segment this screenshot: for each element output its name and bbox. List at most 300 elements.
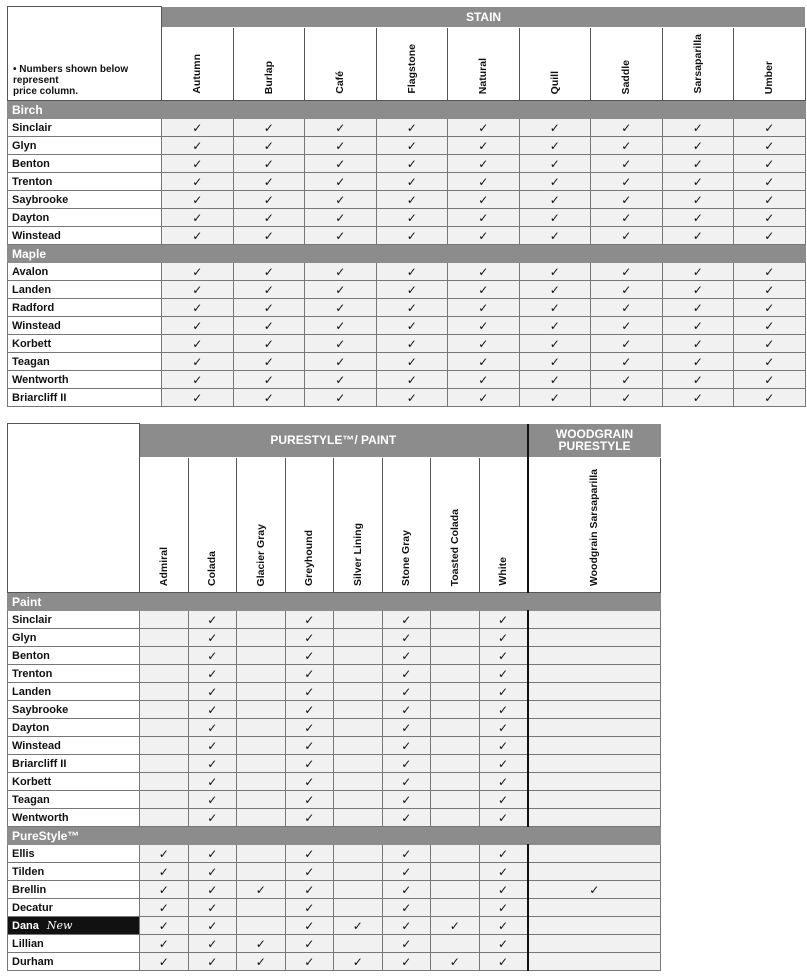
empty-cell <box>431 683 480 701</box>
check-mark-cell: ✓ <box>233 281 305 299</box>
empty-cell <box>528 611 661 629</box>
column-header <box>734 28 806 101</box>
empty-cell <box>528 809 661 827</box>
check-mark-cell: ✓ <box>382 917 431 935</box>
group-row <box>8 245 806 263</box>
model-name-cell <box>8 137 162 155</box>
check-mark-cell: ✓ <box>237 935 286 953</box>
check-mark-cell: ✓ <box>305 281 377 299</box>
check-mark-cell: ✓ <box>479 899 528 917</box>
column-header-label: Burlap <box>262 60 275 94</box>
check-mark-cell: ✓ <box>448 353 520 371</box>
check-mark-cell: ✓ <box>162 335 234 353</box>
table-row <box>8 227 806 245</box>
check-mark-cell: ✓ <box>305 389 377 407</box>
check-mark-cell: ✓ <box>662 191 734 209</box>
check-mark-cell: ✓ <box>519 119 591 137</box>
empty-cell <box>334 755 383 773</box>
model-name: Tilden <box>12 865 45 878</box>
table-row <box>8 791 661 809</box>
check-mark-cell: ✓ <box>285 719 334 737</box>
check-mark-cell: ✓ <box>519 263 591 281</box>
empty-cell <box>237 899 286 917</box>
column-header-label: Saddle <box>620 59 633 94</box>
check-mark-cell: ✓ <box>162 389 234 407</box>
column-header <box>382 458 431 593</box>
check-mark-cell: ✓ <box>376 335 448 353</box>
check-mark-cell: ✓ <box>162 317 234 335</box>
check-mark-cell: ✓ <box>382 611 431 629</box>
check-mark-cell: ✓ <box>519 389 591 407</box>
empty-cell <box>528 917 661 935</box>
check-mark-cell: ✓ <box>479 665 528 683</box>
check-mark-cell: ✓ <box>448 263 520 281</box>
check-mark-cell: ✓ <box>382 665 431 683</box>
check-mark-cell: ✓ <box>233 227 305 245</box>
model-name: Korbett <box>12 775 52 788</box>
check-mark-cell: ✓ <box>285 647 334 665</box>
table-row <box>8 119 806 137</box>
new-tag: New <box>46 919 73 932</box>
check-mark-cell: ✓ <box>591 281 663 299</box>
price-column-note <box>8 7 162 101</box>
check-mark-cell: ✓ <box>591 299 663 317</box>
check-mark-cell: ✓ <box>662 389 734 407</box>
check-mark-cell: ✓ <box>382 647 431 665</box>
table-row <box>8 335 806 353</box>
table-row <box>8 845 661 863</box>
model-name-cell <box>8 191 162 209</box>
empty-cell <box>334 845 383 863</box>
column-header-label: Greyhound <box>303 529 316 586</box>
check-mark-cell: ✓ <box>448 119 520 137</box>
check-mark-cell: ✓ <box>188 629 237 647</box>
check-mark-cell: ✓ <box>591 155 663 173</box>
model-name-cell <box>8 389 162 407</box>
empty-cell <box>528 755 661 773</box>
check-mark-cell: ✓ <box>233 263 305 281</box>
empty-cell <box>334 719 383 737</box>
model-name-cell <box>8 227 162 245</box>
check-mark-cell: ✓ <box>376 137 448 155</box>
empty-cell <box>334 683 383 701</box>
model-name: Wentworth <box>12 373 69 386</box>
check-mark-cell: ✓ <box>591 119 663 137</box>
check-mark-cell: ✓ <box>591 371 663 389</box>
check-mark-cell: ✓ <box>285 773 334 791</box>
check-mark-cell: ✓ <box>237 881 286 899</box>
model-name: Sinclair <box>12 121 52 134</box>
empty-cell <box>431 737 480 755</box>
check-mark-cell: ✓ <box>188 773 237 791</box>
model-name-cell <box>8 335 162 353</box>
check-mark-cell: ✓ <box>285 683 334 701</box>
check-mark-cell: ✓ <box>188 755 237 773</box>
model-name-cell <box>8 371 162 389</box>
check-mark-cell: ✓ <box>479 863 528 881</box>
empty-cell <box>237 773 286 791</box>
check-mark-cell: ✓ <box>448 173 520 191</box>
check-mark-cell: ✓ <box>188 917 237 935</box>
header-line: WOODGRAIN <box>555 427 634 442</box>
check-mark-cell: ✓ <box>188 809 237 827</box>
check-mark-cell: ✓ <box>448 137 520 155</box>
check-mark-cell: ✓ <box>519 137 591 155</box>
empty-cell <box>528 719 661 737</box>
check-mark-cell: ✓ <box>662 119 734 137</box>
column-header-label: Umber <box>763 60 776 94</box>
check-mark-cell: ✓ <box>188 881 237 899</box>
model-name: Briarcliff II <box>12 757 67 770</box>
column-header <box>431 458 480 593</box>
empty-cell <box>334 773 383 791</box>
check-mark-cell: ✓ <box>591 191 663 209</box>
model-name-cell <box>8 263 162 281</box>
empty-cell <box>237 665 286 683</box>
check-mark-cell: ✓ <box>448 191 520 209</box>
check-mark-cell: ✓ <box>662 353 734 371</box>
column-header-label: Admiral <box>157 546 170 586</box>
table-row <box>8 719 661 737</box>
check-mark-cell: ✓ <box>382 953 431 971</box>
column-header <box>591 28 663 101</box>
check-mark-cell: ✓ <box>528 881 661 899</box>
check-mark-cell: ✓ <box>662 227 734 245</box>
empty-cell <box>140 737 189 755</box>
check-mark-cell: ✓ <box>188 953 237 971</box>
check-mark-cell: ✓ <box>382 791 431 809</box>
model-name: Dayton <box>12 721 50 734</box>
check-mark-cell: ✓ <box>305 335 377 353</box>
check-mark-cell: ✓ <box>479 755 528 773</box>
check-mark-cell: ✓ <box>140 935 189 953</box>
check-mark-cell: ✓ <box>479 737 528 755</box>
check-mark-cell: ✓ <box>382 719 431 737</box>
check-mark-cell: ✓ <box>233 317 305 335</box>
check-mark-cell: ✓ <box>662 299 734 317</box>
check-mark-cell: ✓ <box>448 299 520 317</box>
table-row <box>8 917 661 935</box>
column-header <box>140 458 189 593</box>
empty-cell <box>237 863 286 881</box>
check-mark-cell: ✓ <box>376 371 448 389</box>
check-mark-cell: ✓ <box>519 227 591 245</box>
empty-cell <box>528 665 661 683</box>
model-name: Lillian <box>12 937 44 950</box>
empty-cell <box>528 629 661 647</box>
table-row <box>8 611 661 629</box>
check-mark-cell: ✓ <box>376 191 448 209</box>
purestyle-paint-header: PURESTYLE™/ PAINT <box>140 424 528 458</box>
check-mark-cell: ✓ <box>334 917 383 935</box>
check-mark-cell: ✓ <box>305 353 377 371</box>
column-header <box>162 28 234 101</box>
model-name: Trenton <box>12 667 53 680</box>
check-mark-cell: ✓ <box>479 917 528 935</box>
empty-cell <box>237 683 286 701</box>
check-mark-cell: ✓ <box>479 629 528 647</box>
check-mark-cell: ✓ <box>479 791 528 809</box>
column-header <box>305 28 377 101</box>
empty-cell <box>334 665 383 683</box>
check-mark-cell: ✓ <box>519 299 591 317</box>
check-mark-cell: ✓ <box>591 227 663 245</box>
header-line: PURESTYLE <box>558 439 631 454</box>
column-header <box>528 458 661 593</box>
check-mark-cell: ✓ <box>382 629 431 647</box>
check-mark-cell: ✓ <box>285 701 334 719</box>
check-mark-cell: ✓ <box>188 935 237 953</box>
check-mark-cell: ✓ <box>285 899 334 917</box>
check-mark-cell: ✓ <box>305 209 377 227</box>
model-name: Decatur <box>12 901 53 914</box>
check-mark-cell: ✓ <box>448 389 520 407</box>
empty-cell <box>237 647 286 665</box>
check-mark-cell: ✓ <box>448 371 520 389</box>
check-mark-cell: ✓ <box>305 299 377 317</box>
table-row <box>8 881 661 899</box>
model-name-cell <box>8 773 140 791</box>
check-mark-cell: ✓ <box>734 191 806 209</box>
empty-cell <box>528 701 661 719</box>
model-name-cell <box>8 683 140 701</box>
check-mark-cell: ✓ <box>734 227 806 245</box>
check-mark-cell: ✓ <box>734 155 806 173</box>
empty-cell <box>334 935 383 953</box>
column-header <box>285 458 334 593</box>
check-mark-cell: ✓ <box>162 209 234 227</box>
model-name: Wentworth <box>12 811 69 824</box>
check-mark-cell: ✓ <box>448 281 520 299</box>
check-mark-cell: ✓ <box>233 389 305 407</box>
check-mark-cell: ✓ <box>162 173 234 191</box>
check-mark-cell: ✓ <box>285 665 334 683</box>
empty-cell <box>140 701 189 719</box>
model-name: Landen <box>12 685 52 698</box>
empty-cell <box>237 611 286 629</box>
check-mark-cell: ✓ <box>734 137 806 155</box>
empty-cell <box>431 665 480 683</box>
check-mark-cell: ✓ <box>237 953 286 971</box>
empty-cell <box>140 773 189 791</box>
column-header-label: White <box>497 557 510 586</box>
check-mark-cell: ✓ <box>162 227 234 245</box>
check-mark-cell: ✓ <box>376 155 448 173</box>
empty-cell <box>237 701 286 719</box>
check-mark-cell: ✓ <box>519 173 591 191</box>
check-mark-cell: ✓ <box>162 281 234 299</box>
column-header-label: Silver Lining <box>351 522 364 586</box>
paint-compatibility-table <box>7 423 661 971</box>
model-name: Teagan <box>12 793 50 806</box>
model-name-cell <box>8 845 140 863</box>
model-name: Sinclair <box>12 613 52 626</box>
check-mark-cell: ✓ <box>479 845 528 863</box>
check-mark-cell: ✓ <box>519 371 591 389</box>
empty-cell <box>431 647 480 665</box>
check-mark-cell: ✓ <box>519 317 591 335</box>
check-mark-cell: ✓ <box>285 755 334 773</box>
check-mark-cell: ✓ <box>662 371 734 389</box>
column-header <box>334 458 383 593</box>
table-row <box>8 353 806 371</box>
column-header-label: Café <box>334 71 347 94</box>
model-name-cell <box>8 737 140 755</box>
check-mark-cell: ✓ <box>591 263 663 281</box>
model-name-cell <box>8 881 140 899</box>
check-mark-cell: ✓ <box>233 137 305 155</box>
model-name-cell <box>8 791 140 809</box>
check-mark-cell: ✓ <box>376 299 448 317</box>
check-mark-cell: ✓ <box>305 155 377 173</box>
empty-cell <box>334 701 383 719</box>
check-mark-cell: ✓ <box>188 683 237 701</box>
check-mark-cell: ✓ <box>519 191 591 209</box>
model-name-cell <box>8 719 140 737</box>
empty-cell <box>237 917 286 935</box>
empty-cell <box>528 899 661 917</box>
check-mark-cell: ✓ <box>376 353 448 371</box>
model-name-cell <box>8 665 140 683</box>
empty-cell <box>140 665 189 683</box>
model-name: Radford <box>12 301 55 314</box>
check-mark-cell: ✓ <box>162 119 234 137</box>
check-mark-cell: ✓ <box>479 773 528 791</box>
table-row <box>8 389 806 407</box>
empty-cell <box>140 647 189 665</box>
check-mark-cell: ✓ <box>140 899 189 917</box>
check-mark-cell: ✓ <box>140 863 189 881</box>
check-mark-cell: ✓ <box>734 299 806 317</box>
model-name: Winstead <box>12 319 61 332</box>
table-corner <box>8 424 140 593</box>
check-mark-cell: ✓ <box>233 155 305 173</box>
table-row <box>8 191 806 209</box>
empty-cell <box>528 683 661 701</box>
check-mark-cell: ✓ <box>382 737 431 755</box>
group-label: PureStyle™ <box>8 827 661 845</box>
empty-cell <box>431 755 480 773</box>
check-mark-cell: ✓ <box>662 335 734 353</box>
group-row <box>8 827 661 845</box>
check-mark-cell: ✓ <box>376 173 448 191</box>
model-name: Trenton <box>12 175 53 188</box>
empty-cell <box>237 809 286 827</box>
check-mark-cell: ✓ <box>479 611 528 629</box>
model-name-cell <box>8 899 140 917</box>
check-mark-cell: ✓ <box>382 845 431 863</box>
empty-cell <box>334 611 383 629</box>
column-header-label: Flagstone <box>405 44 418 94</box>
empty-cell <box>334 791 383 809</box>
model-name-cell <box>8 863 140 881</box>
empty-cell <box>140 791 189 809</box>
check-mark-cell: ✓ <box>734 209 806 227</box>
check-mark-cell: ✓ <box>734 173 806 191</box>
check-mark-cell: ✓ <box>479 719 528 737</box>
check-mark-cell: ✓ <box>479 647 528 665</box>
check-mark-cell: ✓ <box>233 353 305 371</box>
check-mark-cell: ✓ <box>479 683 528 701</box>
group-row <box>8 101 806 119</box>
model-name: Winstead <box>12 739 61 752</box>
check-mark-cell: ✓ <box>305 191 377 209</box>
model-name-cell <box>8 209 162 227</box>
check-mark-cell: ✓ <box>734 281 806 299</box>
empty-cell <box>431 701 480 719</box>
empty-cell <box>528 953 661 971</box>
model-name-cell <box>8 353 162 371</box>
check-mark-cell: ✓ <box>448 209 520 227</box>
check-mark-cell: ✓ <box>479 953 528 971</box>
check-mark-cell: ✓ <box>382 881 431 899</box>
check-mark-cell: ✓ <box>305 137 377 155</box>
empty-cell <box>431 719 480 737</box>
empty-cell <box>334 629 383 647</box>
table-row <box>8 809 661 827</box>
check-mark-cell: ✓ <box>140 953 189 971</box>
check-mark-cell: ✓ <box>188 611 237 629</box>
column-header <box>448 28 520 101</box>
check-mark-cell: ✓ <box>162 191 234 209</box>
check-mark-cell: ✓ <box>285 629 334 647</box>
check-mark-cell: ✓ <box>140 917 189 935</box>
check-mark-cell: ✓ <box>233 299 305 317</box>
table-row <box>8 665 661 683</box>
model-name: Teagan <box>12 355 50 368</box>
model-name: Dayton <box>12 211 50 224</box>
check-mark-cell: ✓ <box>662 173 734 191</box>
model-name: Brellin <box>12 883 47 896</box>
table-row <box>8 299 806 317</box>
table-row <box>8 683 661 701</box>
check-mark-cell: ✓ <box>382 899 431 917</box>
empty-cell <box>237 791 286 809</box>
table-row <box>8 209 806 227</box>
check-mark-cell: ✓ <box>376 227 448 245</box>
column-header-label: Glacier Gray <box>254 523 267 586</box>
check-mark-cell: ✓ <box>334 953 383 971</box>
check-mark-cell: ✓ <box>285 845 334 863</box>
empty-cell <box>140 629 189 647</box>
check-mark-cell: ✓ <box>662 281 734 299</box>
model-name: Durham <box>12 955 54 968</box>
check-mark-cell: ✓ <box>188 791 237 809</box>
table-row <box>8 173 806 191</box>
check-mark-cell: ✓ <box>233 191 305 209</box>
model-name: Dana <box>12 920 39 932</box>
check-mark-cell: ✓ <box>188 899 237 917</box>
check-mark-cell: ✓ <box>662 137 734 155</box>
check-mark-cell: ✓ <box>448 317 520 335</box>
check-mark-cell: ✓ <box>591 209 663 227</box>
check-mark-cell: ✓ <box>734 371 806 389</box>
check-mark-cell: ✓ <box>285 809 334 827</box>
model-name-cell <box>8 701 140 719</box>
note-line: represent <box>13 75 59 86</box>
check-mark-cell: ✓ <box>734 353 806 371</box>
empty-cell <box>431 629 480 647</box>
model-name-cell <box>8 953 140 971</box>
check-mark-cell: ✓ <box>519 281 591 299</box>
empty-cell <box>431 935 480 953</box>
table-row <box>8 935 661 953</box>
check-mark-cell: ✓ <box>305 227 377 245</box>
check-mark-cell: ✓ <box>285 917 334 935</box>
model-name-cell <box>8 935 140 953</box>
column-header-label: Toasted Colada <box>448 508 461 586</box>
model-name-cell <box>8 173 162 191</box>
